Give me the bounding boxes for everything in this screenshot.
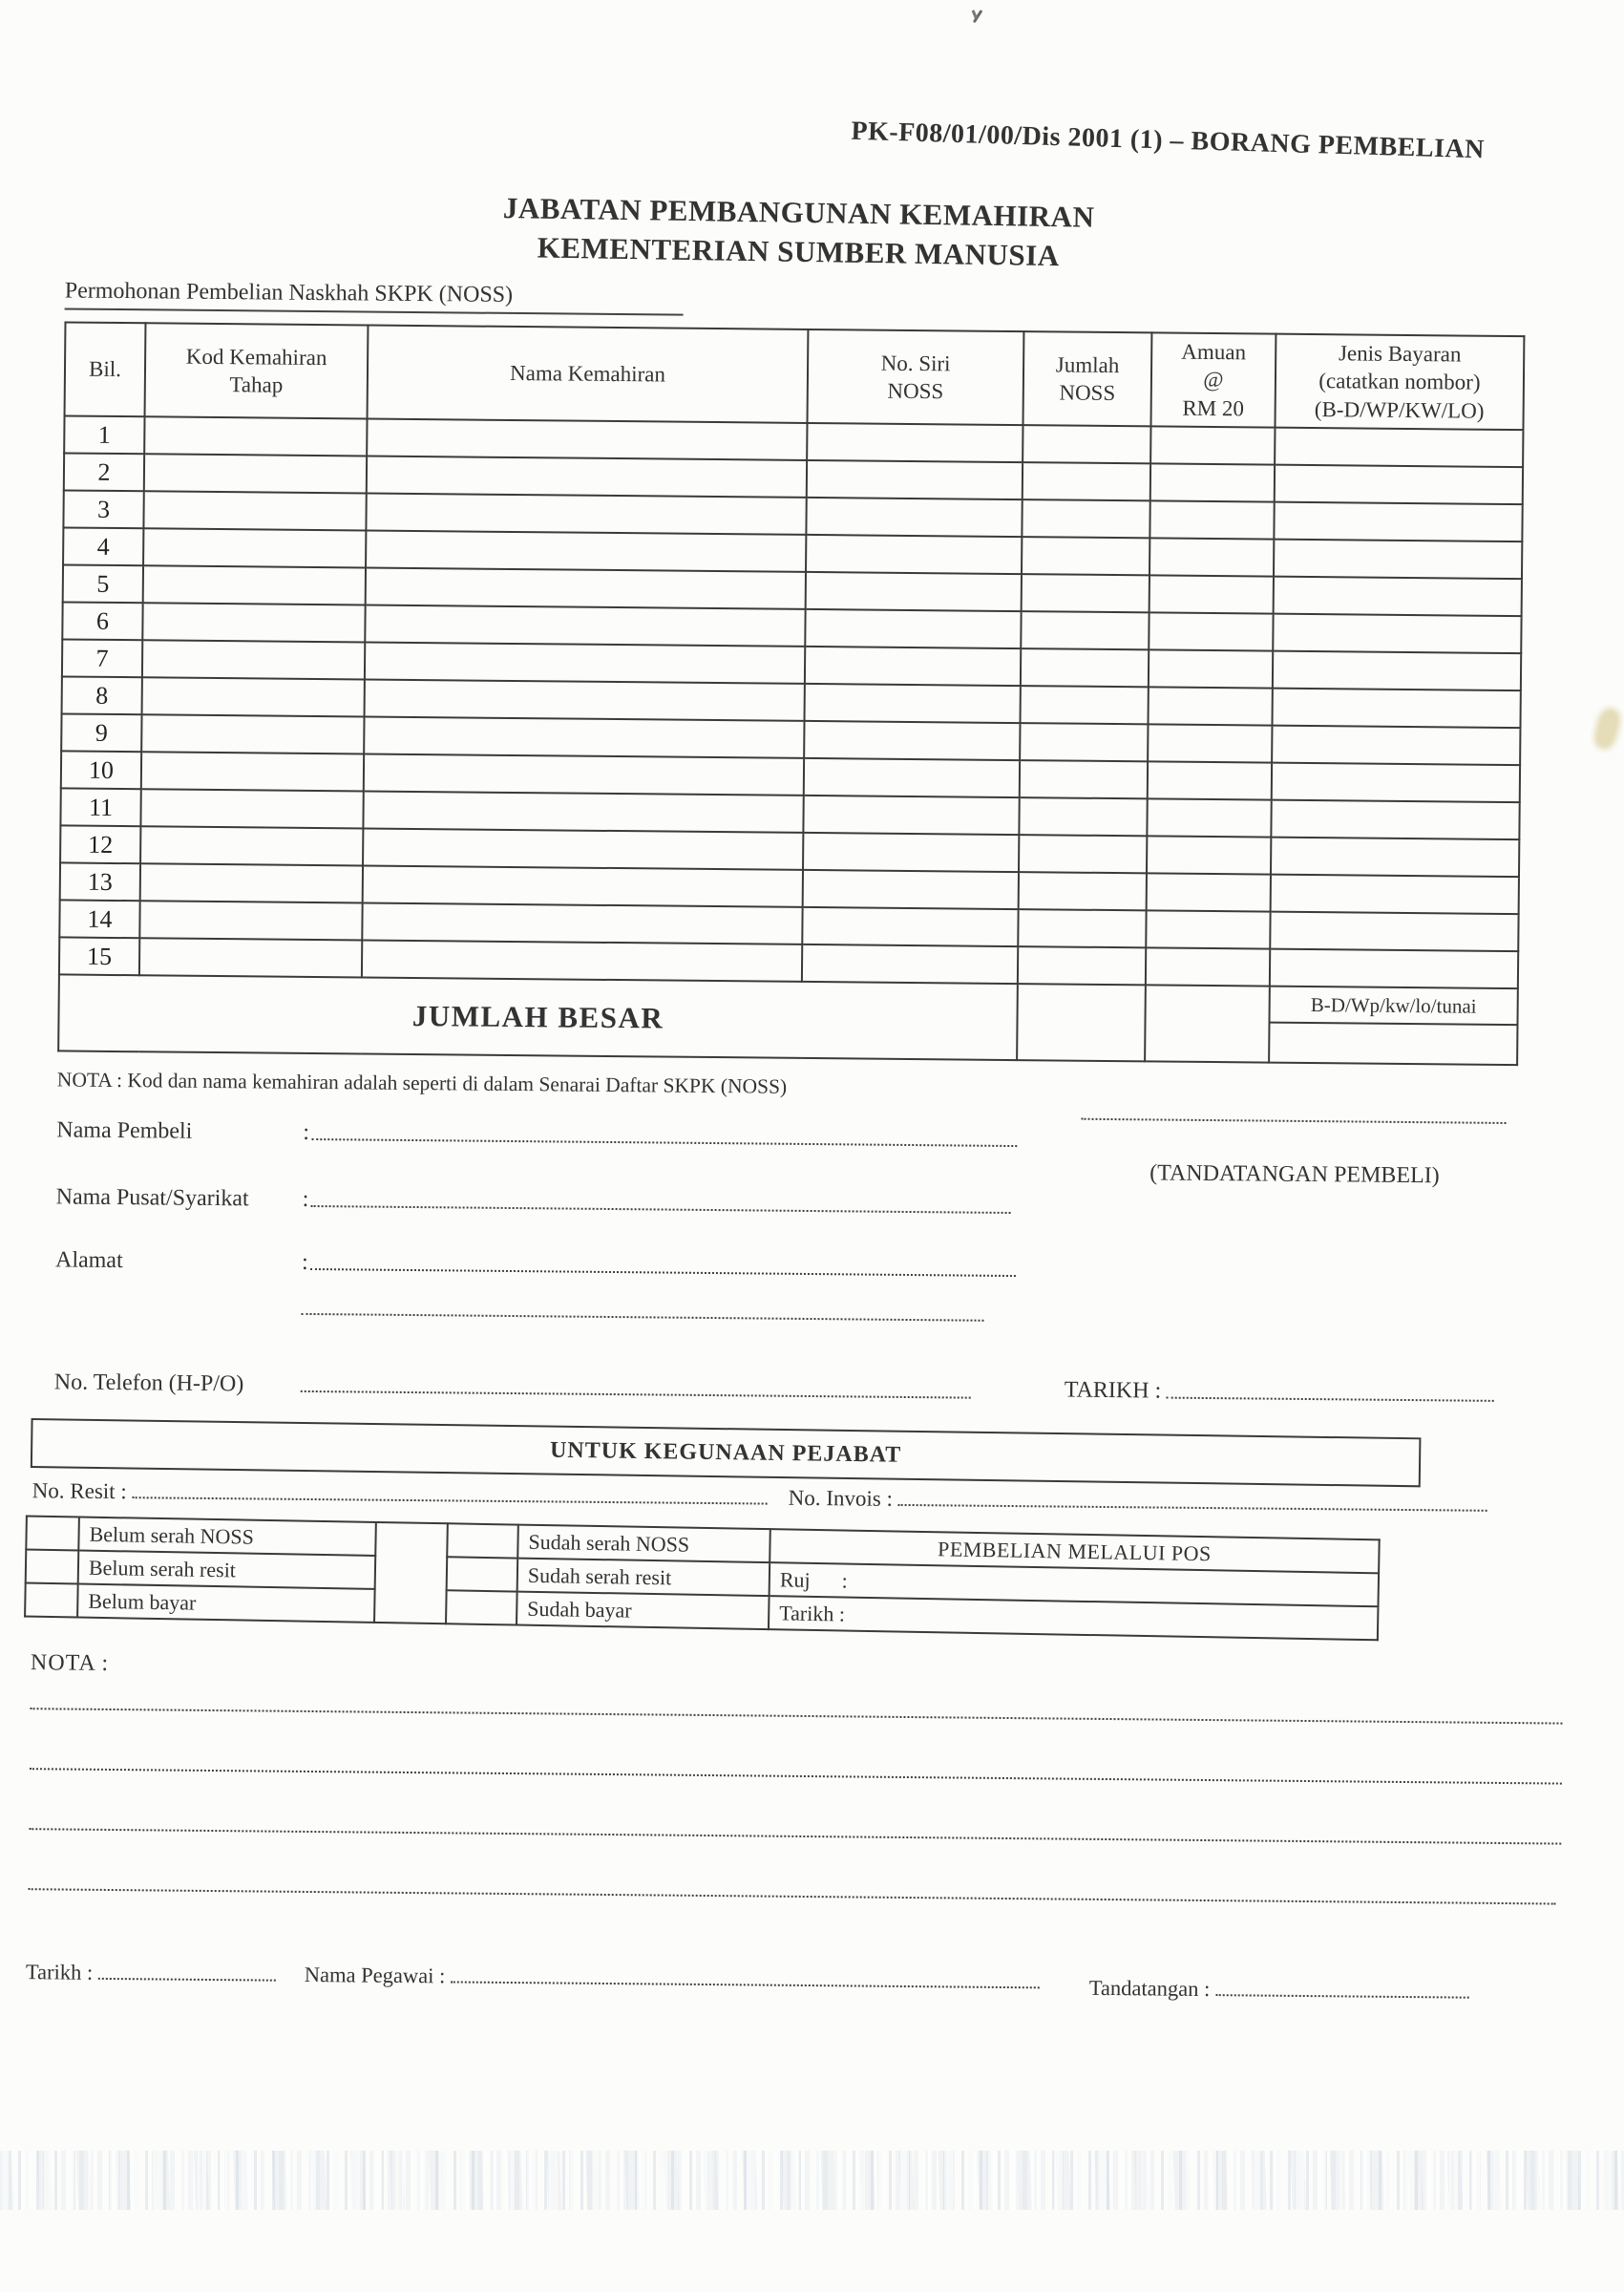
empty-cell	[1150, 463, 1275, 501]
field-no-invois	[789, 1486, 1487, 1517]
empty-cell	[1274, 540, 1522, 579]
empty-cell	[1274, 502, 1522, 541]
empty-cell	[1149, 649, 1273, 688]
field-dotline	[98, 1978, 276, 1982]
field-colon: :	[303, 1119, 310, 1145]
empty-cell	[143, 528, 366, 567]
nota-line	[29, 1828, 1561, 1844]
row-number: 5	[63, 564, 143, 603]
empty-cell	[1146, 947, 1270, 986]
status-label: Belum serah NOSS	[78, 1517, 376, 1556]
field-tarikh-buyer	[1065, 1378, 1494, 1408]
checkbox-cell	[447, 1523, 518, 1558]
empty-cell	[1270, 949, 1518, 988]
field-dotline	[1215, 1994, 1469, 1999]
empty-cell	[1021, 611, 1149, 649]
status-label: Sudah serah NOSS	[517, 1525, 770, 1563]
gap-cell	[374, 1522, 448, 1624]
field-dotline	[451, 1981, 1040, 1988]
empty-cell	[1271, 838, 1519, 877]
empty-cell	[1146, 910, 1270, 948]
scanner-noise-band	[0, 2151, 1624, 2210]
field-label: Nama Pembeli	[56, 1117, 193, 1144]
grand-total-label: JUMLAH BESAR	[58, 974, 1018, 1060]
empty-cell	[362, 940, 802, 981]
field-label: Tarikh :	[25, 1960, 94, 1984]
field-colon: :	[302, 1186, 309, 1212]
empty-cell	[366, 494, 806, 535]
empty-cell	[366, 567, 806, 608]
empty-cell	[1275, 465, 1523, 504]
empty-cell	[1022, 499, 1149, 538]
empty-cell	[1020, 723, 1148, 761]
empty-cell	[1149, 612, 1273, 650]
pos-tarikh-label: Tarikh :	[769, 1596, 1379, 1640]
row-number: 12	[60, 825, 140, 863]
page-title: JABATAN PEMBANGUNAN KEMAHIRAN	[502, 190, 1095, 234]
checkbox-cell	[25, 1583, 78, 1618]
empty-cell	[807, 423, 1023, 462]
empty-cell	[807, 460, 1023, 499]
empty-cell	[802, 907, 1018, 946]
empty-cell	[1020, 686, 1148, 724]
empty-cell	[1021, 648, 1149, 687]
column-header-jenis-bayaran: Jenis Bayaran (catatkan nombor) (B-D/WP/KW/LO)	[1275, 334, 1524, 430]
empty-cell	[1019, 835, 1147, 873]
checkbox-cell	[26, 1550, 79, 1584]
row-number: 6	[62, 602, 142, 640]
empty-cell	[1273, 614, 1521, 653]
row-number: 9	[61, 713, 141, 752]
empty-cell	[1272, 763, 1520, 802]
empty-cell	[1150, 426, 1275, 464]
field-colon: :	[301, 1249, 308, 1275]
pos-ruj-label: Ruj :	[770, 1562, 1380, 1606]
field-no-resit	[32, 1478, 768, 1510]
empty-cell	[1149, 575, 1274, 613]
field-label: TARIKH :	[1064, 1377, 1162, 1404]
empty-cell	[141, 714, 364, 753]
row-number: 2	[64, 453, 144, 491]
column-header-siri: No. Siri NOSS	[808, 329, 1024, 425]
row-number: 15	[59, 937, 139, 975]
empty-cell	[139, 938, 362, 977]
row-number: 8	[62, 676, 142, 714]
empty-cell	[365, 605, 805, 646]
column-header-jumlah: Jumlah NOSS	[1023, 331, 1151, 426]
empty-cell	[1020, 760, 1148, 798]
row-number: 7	[62, 639, 142, 677]
empty-cell	[806, 498, 1022, 537]
empty-cell	[804, 721, 1020, 760]
empty-cell	[142, 603, 365, 642]
status-label: Sudah bayar	[517, 1592, 770, 1630]
empty-cell	[1148, 761, 1272, 799]
empty-cell	[802, 944, 1018, 984]
empty-cell	[140, 863, 363, 902]
empty-cell	[804, 758, 1020, 797]
empty-cell	[805, 609, 1021, 648]
footer-tarikh	[26, 1960, 276, 1987]
field-telefon	[54, 1369, 971, 1404]
column-header-nama: Nama Kemahiran	[368, 326, 809, 423]
field-label: Tandatangan :	[1088, 1975, 1211, 2002]
empty-cell	[1270, 1024, 1516, 1064]
empty-cell	[364, 753, 804, 795]
nota-line	[31, 1708, 1563, 1724]
footer-nama-pegawai	[305, 1963, 1040, 1994]
scan-speck-artifact	[973, 10, 983, 23]
empty-cell	[363, 828, 803, 869]
field-dotline	[133, 1496, 768, 1504]
row-number: 1	[64, 415, 144, 454]
empty-cell	[144, 416, 367, 456]
payment-method-cell	[1269, 987, 1518, 1065]
empty-cell	[803, 833, 1019, 872]
status-label: Belum bayar	[77, 1584, 375, 1623]
field-dotline	[310, 1268, 1016, 1277]
empty-cell	[367, 456, 807, 498]
empty-cell	[141, 752, 364, 791]
field-nama-pembeli	[56, 1117, 1017, 1153]
empty-cell	[803, 870, 1019, 909]
pos-title: PEMBELIAN MELALUI POS	[770, 1529, 1380, 1573]
field-alamat	[55, 1247, 1016, 1283]
empty-cell	[1270, 912, 1518, 951]
section-label: Permohonan Pembelian Naskhah SKPK (NOSS)	[65, 278, 684, 315]
purchase-table	[57, 321, 1525, 1066]
table-note: NOTA : Kod dan nama kemahiran adalah seperti di dalam Senarai Daftar SKPK (NOSS)	[56, 1068, 788, 1098]
checkbox-cell	[446, 1590, 517, 1624]
checkbox-cell	[447, 1557, 518, 1591]
empty-cell	[363, 791, 803, 832]
scan-smudge-artifact	[1591, 706, 1623, 753]
empty-cell	[1149, 538, 1274, 576]
field-dotline	[311, 1138, 1017, 1147]
row-number: 3	[63, 490, 143, 528]
empty-cell	[806, 572, 1022, 611]
empty-cell	[1272, 726, 1520, 765]
empty-cell	[365, 642, 805, 683]
empty-cell	[1018, 946, 1146, 985]
column-header-bil: Bil.	[65, 322, 146, 416]
form-code: PK-F08/01/00/Dis 2001 (1) – BORANG PEMBELIAN	[851, 116, 1486, 165]
empty-cell	[805, 684, 1021, 723]
field-dotline	[301, 1390, 971, 1399]
empty-cell	[140, 789, 363, 828]
empty-cell	[1019, 797, 1147, 836]
empty-cell	[803, 796, 1019, 835]
empty-cell	[1019, 872, 1147, 910]
empty-cell	[140, 826, 363, 865]
field-label: No. Telefon (H-P/O)	[53, 1369, 244, 1397]
empty-cell	[364, 716, 804, 757]
empty-cell	[1149, 500, 1274, 539]
empty-cell	[142, 677, 365, 716]
row-number: 11	[60, 788, 140, 826]
empty-cell	[1273, 651, 1521, 690]
field-label: Nama Pegawai :	[304, 1962, 446, 1988]
empty-cell	[1274, 577, 1522, 616]
empty-cell	[1023, 425, 1150, 463]
field-alamat-line2	[302, 1313, 984, 1322]
checkbox-cell	[26, 1517, 79, 1551]
header-row	[65, 322, 1525, 430]
nota-label: NOTA :	[30, 1650, 110, 1676]
status-table	[24, 1516, 1381, 1642]
field-nama-pusat	[56, 1184, 1011, 1220]
status-label: Belum serah resit	[78, 1551, 376, 1589]
empty-cell	[1023, 462, 1150, 500]
empty-cell	[1022, 537, 1149, 575]
empty-cell	[1147, 798, 1271, 837]
empty-cell	[1147, 836, 1271, 874]
empty-cell	[1148, 687, 1272, 725]
field-label: No. Invois :	[788, 1485, 894, 1511]
grand-total-row	[58, 974, 1518, 1065]
row-number: 4	[63, 527, 143, 565]
office-section-header: UNTUK KEGUNAAN PEJABAT	[31, 1418, 1422, 1487]
empty-cell	[143, 491, 366, 530]
field-label: No. Resit :	[32, 1478, 127, 1504]
nota-line	[30, 1768, 1562, 1784]
nota-line	[29, 1888, 1556, 1904]
empty-cell	[139, 901, 362, 940]
row-number: 10	[61, 751, 141, 789]
empty-cell	[1272, 689, 1520, 728]
field-label: Alamat	[54, 1247, 123, 1274]
field-dotline	[310, 1205, 1010, 1214]
footer-tandatangan	[1089, 1976, 1469, 2005]
empty-cell	[365, 679, 805, 720]
main-table-body	[59, 415, 1524, 988]
payment-method-label: B-D/Wp/kw/lo/tunai	[1270, 987, 1516, 1026]
empty-cell	[142, 640, 365, 679]
signature-line	[1082, 1118, 1507, 1124]
empty-cell	[363, 865, 803, 906]
empty-cell	[367, 419, 807, 460]
column-header-kod: Kod Kemahiran Tahap	[145, 323, 369, 418]
page-subtitle: KEMENTERIAN SUMBER MANUSIA	[537, 230, 1060, 273]
empty-cell	[806, 535, 1022, 574]
empty-cell	[362, 902, 802, 944]
empty-cell	[1145, 985, 1270, 1062]
empty-cell	[1017, 984, 1146, 1061]
empty-cell	[1275, 428, 1523, 467]
empty-cell	[1147, 873, 1271, 911]
empty-cell	[1148, 724, 1272, 762]
empty-cell	[1018, 909, 1146, 947]
empty-cell	[143, 565, 366, 605]
empty-cell	[366, 530, 806, 571]
column-header-amuan: Amuan @ RM 20	[1150, 332, 1276, 427]
row-number: 13	[60, 862, 140, 901]
field-dotline	[1167, 1397, 1494, 1402]
empty-cell	[1271, 800, 1519, 839]
status-label: Sudah serah resit	[517, 1559, 770, 1597]
empty-cell	[144, 454, 367, 493]
row-number: 14	[59, 900, 139, 938]
field-dotline	[898, 1504, 1487, 1512]
signature-label: (TANDATANGAN PEMBELI)	[1149, 1160, 1440, 1189]
field-label: Nama Pusat/Syarikat	[55, 1184, 249, 1212]
empty-cell	[1271, 875, 1519, 914]
empty-cell	[805, 647, 1021, 686]
empty-cell	[1022, 574, 1149, 612]
